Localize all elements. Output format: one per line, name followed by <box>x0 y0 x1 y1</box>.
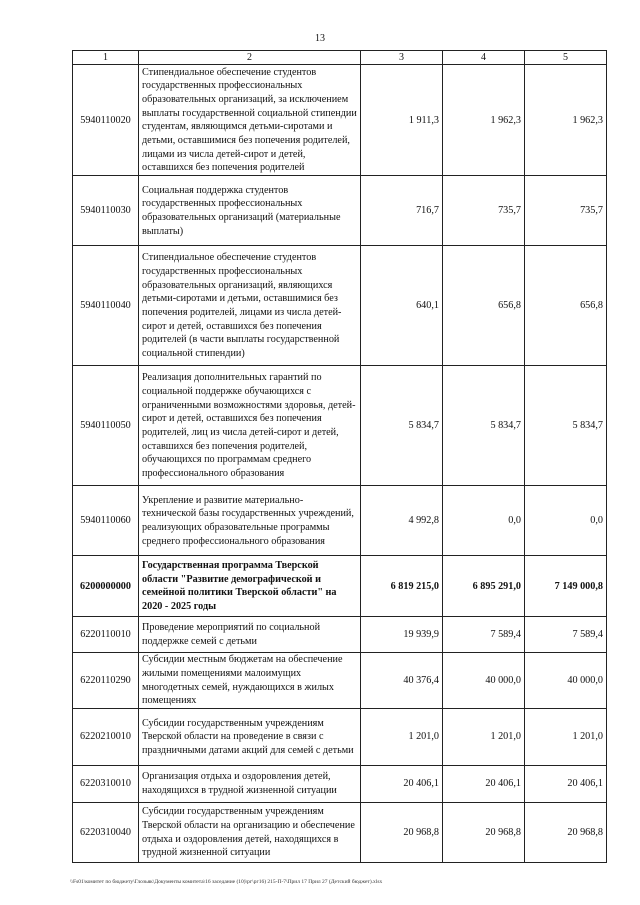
row-value-2: 6 895 291,0 <box>443 556 525 617</box>
row-value-3: 656,8 <box>525 246 607 366</box>
table-row <box>73 653 607 709</box>
budget-table <box>72 50 607 863</box>
table-row <box>73 766 607 803</box>
row-name: Государственная программа Тверской области "Развитие демографической и семейной политики Тверской области" на 2020 - 2025 годы <box>139 556 361 617</box>
row-code: 5940110040 <box>73 246 139 366</box>
row-name: Организация отдыха и оздоровления детей, находящихся в трудной жизненной ситуации <box>139 766 361 803</box>
row-code: 5940110030 <box>73 176 139 246</box>
row-value-1: 4 992,8 <box>361 486 443 556</box>
row-value-1: 1 201,0 <box>361 709 443 766</box>
table-row <box>73 709 607 766</box>
row-value-1: 716,7 <box>361 176 443 246</box>
row-value-2: 20 406,1 <box>443 766 525 803</box>
row-value-2: 0,0 <box>443 486 525 556</box>
row-code: 6220310010 <box>73 766 139 803</box>
page-number: 13 <box>315 33 325 44</box>
row-value-3: 7 149 000,8 <box>525 556 607 617</box>
row-code: 6220110010 <box>73 617 139 653</box>
table-row <box>73 617 607 653</box>
row-value-1: 6 819 215,0 <box>361 556 443 617</box>
row-value-2: 1 201,0 <box>443 709 525 766</box>
row-value-1: 19 939,9 <box>361 617 443 653</box>
row-code: 5940110050 <box>73 366 139 486</box>
row-value-3: 20 406,1 <box>525 766 607 803</box>
row-code: 5940110060 <box>73 486 139 556</box>
row-value-2: 5 834,7 <box>443 366 525 486</box>
row-value-3: 1 962,3 <box>525 65 607 176</box>
row-code: 6220310040 <box>73 803 139 863</box>
row-value-2: 20 968,8 <box>443 803 525 863</box>
column-header-3: 3 <box>361 51 443 65</box>
row-value-3: 1 201,0 <box>525 709 607 766</box>
table-row-program <box>73 556 607 617</box>
row-code: 6220210010 <box>73 709 139 766</box>
row-value-3: 5 834,7 <box>525 366 607 486</box>
row-name: Субсидии местным бюджетам на обеспечение жилыми помещениями малоимущих многодетных семей, нуждающихся в жилых помещениях <box>139 653 361 709</box>
row-name: Укрепление и развитие материально-технической базы государственных учреждений, реализующих образовательные программы среднего профессионального образования <box>139 486 361 556</box>
row-value-2: 735,7 <box>443 176 525 246</box>
row-value-2: 7 589,4 <box>443 617 525 653</box>
row-value-1: 640,1 <box>361 246 443 366</box>
row-value-3: 735,7 <box>525 176 607 246</box>
row-name: Реализация дополнительных гарантий по социальной поддержке обучающихся с ограниченными возможностями здоровья, детей-сирот и детей, оставшихся без попечения родителей, лиц из числа детей-сирот и детей, оставшихся без попечения родителей, обучающихся по программам среднего профессионального образования <box>139 366 361 486</box>
row-value-2: 1 962,3 <box>443 65 525 176</box>
row-value-1: 20 968,8 <box>361 803 443 863</box>
row-code: 5940110020 <box>73 65 139 176</box>
row-name: Субсидии государственным учреждениям Тверской области на организацию и обеспечение отдыха и оздоровления детей, находящихся в трудной жизненной ситуации <box>139 803 361 863</box>
table-row <box>73 486 607 556</box>
row-value-2: 656,8 <box>443 246 525 366</box>
row-value-3: 0,0 <box>525 486 607 556</box>
row-name: Социальная поддержка студентов государственных профессиональных образовательных организаций (материальные выплаты) <box>139 176 361 246</box>
row-code: 6200000000 <box>73 556 139 617</box>
table-row <box>73 366 607 486</box>
column-header-4: 4 <box>443 51 525 65</box>
row-value-1: 20 406,1 <box>361 766 443 803</box>
row-code: 6220110290 <box>73 653 139 709</box>
table-row <box>73 176 607 246</box>
table-row <box>73 65 607 176</box>
column-header-1: 1 <box>73 51 139 65</box>
row-value-3: 20 968,8 <box>525 803 607 863</box>
row-name: Проведение мероприятий по социальной поддержке семей с детьми <box>139 617 361 653</box>
table-row <box>73 246 607 366</box>
column-header-5: 5 <box>525 51 607 65</box>
row-value-1: 40 376,4 <box>361 653 443 709</box>
file-path-footer: \\Fs01\комитет по бюджету\Глозьяк\Документы комитета\16 заседание (10)\рг\рг16) 215-П-7\Прил 17 Прил 27 (Детский бюджет).xlsx <box>70 879 383 885</box>
row-value-1: 1 911,3 <box>361 65 443 176</box>
row-name: Стипендиальное обеспечение студентов государственных профессиональных образовательных организаций, являющихся детьми-сиротами и детьми, оставшимися без попечения родителей, лицами из числа детей-сирот и детей, оставшихся без попечения родителей (в части выплаты государственной социальной стипендии) <box>139 246 361 366</box>
row-name: Субсидии государственным учреждениям Тверской области на проведение в связи с праздничными датами акций для семей с детьми <box>139 709 361 766</box>
header-row <box>73 51 607 65</box>
row-name: Стипендиальное обеспечение студентов государственных профессиональных образовательных организаций, за исключением выплаты государственной социальной стипендии студентам, являющимся детьми-сиротами и детьми, оставшимися без попечения родителей, лицами из числа детей-сирот и детей, оставшихся без попечения родителей <box>139 65 361 176</box>
row-value-3: 7 589,4 <box>525 617 607 653</box>
row-value-1: 5 834,7 <box>361 366 443 486</box>
table-row <box>73 803 607 863</box>
column-header-2: 2 <box>139 51 361 65</box>
row-value-2: 40 000,0 <box>443 653 525 709</box>
row-value-3: 40 000,0 <box>525 653 607 709</box>
